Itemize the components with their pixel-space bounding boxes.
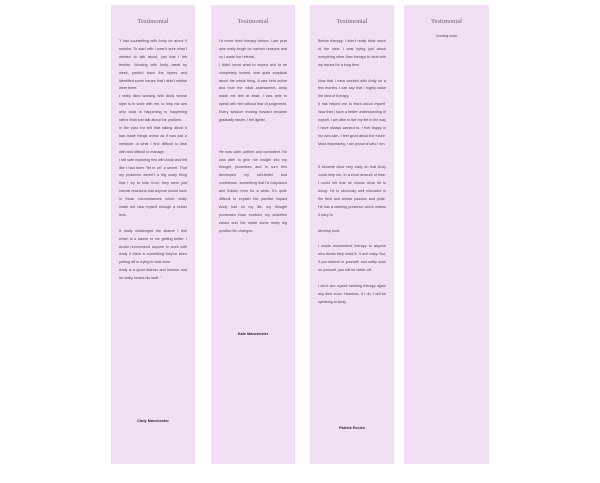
testimonial-text	[318, 38, 386, 307]
paragraph: I really liked working with Andy whose style is to work with me, to help me see why what is happening is happening rather than just talk about the problem.	[119, 94, 187, 123]
paragraph: Before therapy, I didn't really think much of the idea. I was trying just about everything other than therapy to deal with my issues for a long time.	[318, 39, 386, 67]
paragraph: I'd never tried therapy before. Last year was really tough for various reasons and so I made the referral.	[219, 39, 287, 59]
card-title: Testimonial	[137, 18, 169, 25]
card-title: Testimonial	[336, 18, 368, 25]
paragraph: Coming soon	[435, 34, 458, 38]
paragraph: It became clear very early on that Andy could help me. In a short amount of time. I could tell that he knows what he is doing. He is obviously well educated in the field and shows passion and pride. He has a calming presence which makes it easy to	[318, 165, 386, 217]
testimonial-text	[119, 38, 187, 283]
card-title: Testimonial	[237, 18, 269, 25]
testimonial-card-4	[404, 5, 489, 464]
testimonial-text	[219, 38, 287, 236]
testimonial-text	[412, 33, 481, 41]
paragraph: It has helped me to learn about myself. Now that I have a better understanding of myself, I am able to live my life in the way I have always wanted to. I feel happy in my own skin. I feel good about the future. Most importantly, I am proud of who I am.	[318, 102, 386, 146]
paragraph: I didn't know what to expect and to be completely honest, was quite sceptical about the whole thing. It was held online and from the initial assessment, Andy made me feel at ease, I was able to speak with him without fear of judgement. Every session moving forward became gradually easier, I felt lighter.	[219, 62, 287, 123]
paragraph: Now that I have worked with Andy for a few months I can say that I highly value the idea of therapy.	[318, 78, 386, 99]
paragraph: It really challenged the shame I feel which is a barrier to me getting better. I would recommend anyone to work with Andy if there is something they've been putting off or trying to hide from.	[119, 228, 187, 265]
signature: Kate Manchester	[237, 332, 269, 336]
paragraph: I felt safe exploring this with Andy and felt like I had been "let in on" a secret. That my problems weren't a big scary thing that I try to hide from, they were just normal reactions that anyone would have in those circumstances which really made me view myself through a kinder lens.	[119, 157, 187, 217]
signature: Patrick Eccles	[339, 426, 365, 430]
signature: Carly Manchester	[137, 419, 169, 423]
testimonial-card-1	[111, 5, 195, 464]
card-title: Testimonial	[430, 18, 463, 25]
paragraph: "I had counselling with Andy for about 9 months. To start with I wasn't sure what I wanted to talk about, just that I felt terrible. Working with Andy, week by week, peeled back the layers and identified some issues that I didn't realise were there.	[119, 39, 187, 91]
paragraph: He was calm, patient and consistent. He was able to give me insight into my thought processes and in turn this developed my self-belief and confidence...something that I'd misplaced and hidden from for a while. It's quite difficult to explain the positive impact Andy had on my life; my thought processes have evolved, my anxieties eased and I've made some really big positive life changes.	[219, 149, 287, 233]
paragraph: I don't see myself needing therapy again any time soon. However, if I do, I will be speaking to Andy.	[318, 284, 386, 304]
testimonial-card-3	[310, 5, 394, 464]
paragraph: Andy is a good listener and teacher and he really knows his stuff. "	[119, 268, 187, 281]
paragraph: develop trust.	[318, 228, 341, 233]
testimonial-card-2	[211, 5, 295, 464]
paragraph: In the past I've felt that talking about it has made things worse as it was just a reminder of what I find difficult to deal with and difficult to manage.	[119, 125, 187, 154]
paragraph: I would recommend therapy to anyone who thinks they need it. It isn't easy. But, if you believe in yourself, and really work on yourself, you will be better off.	[318, 244, 386, 273]
